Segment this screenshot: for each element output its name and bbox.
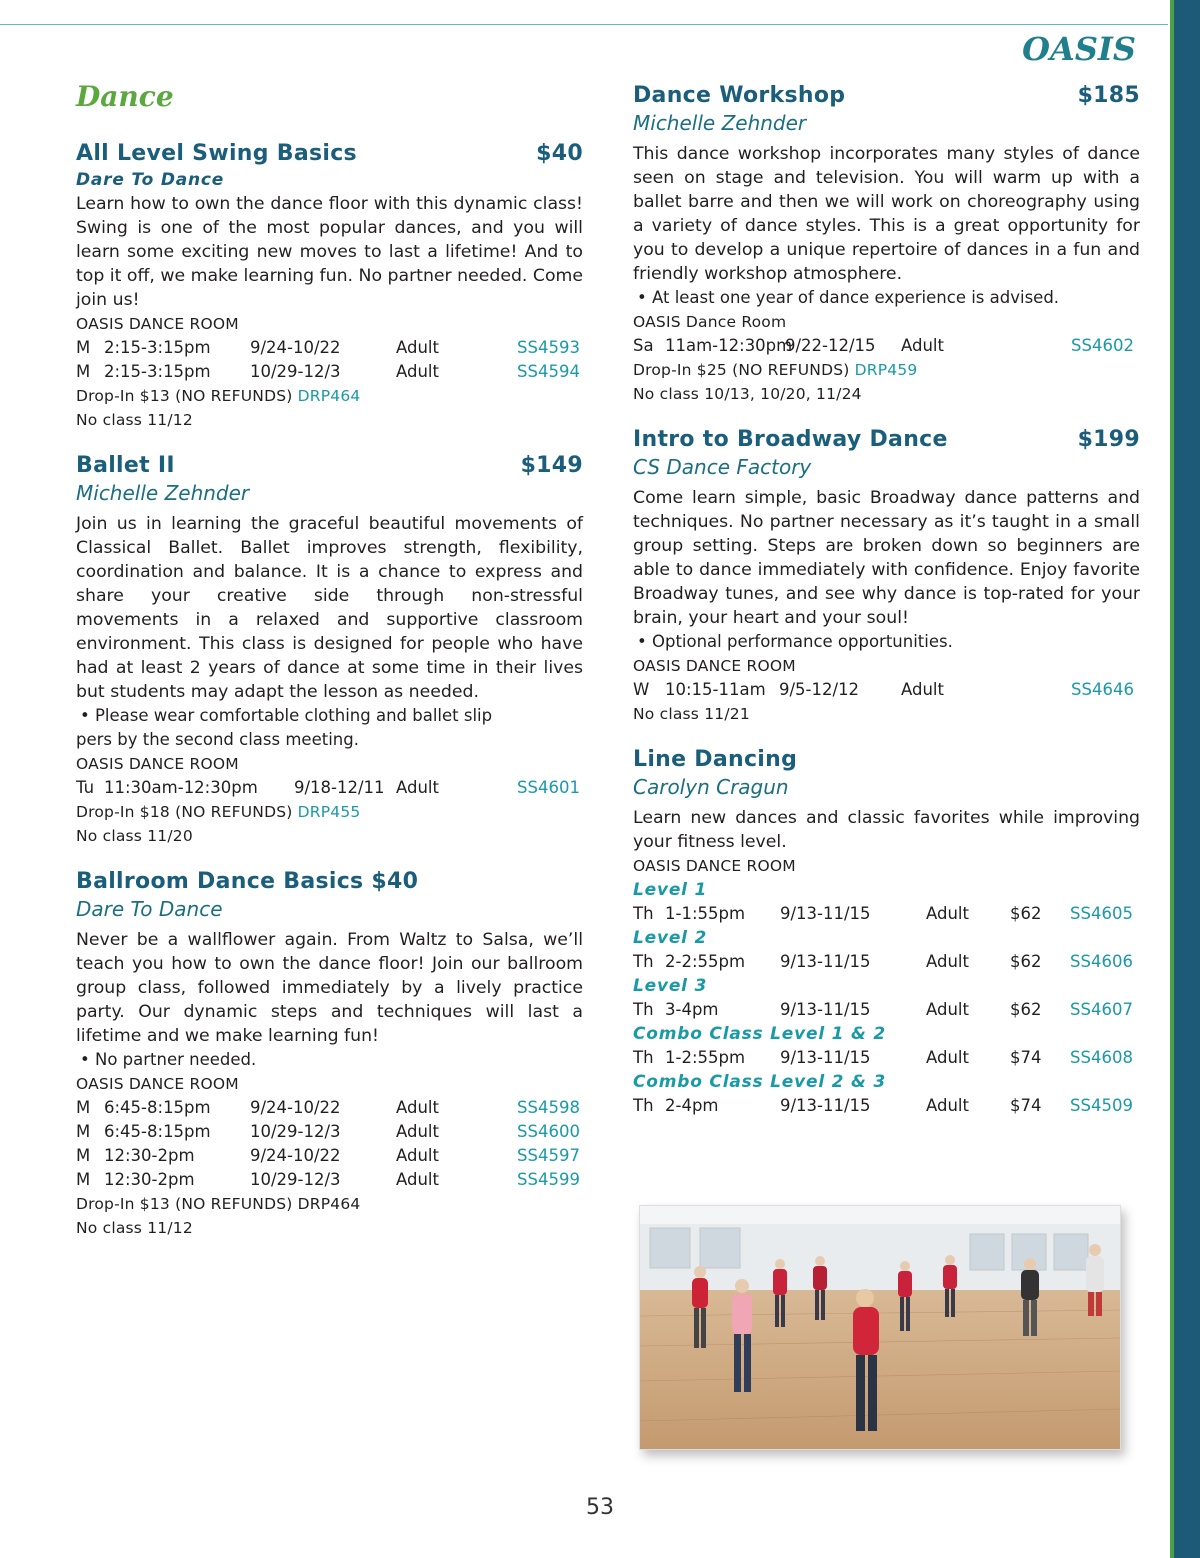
session-time: 6:45-8:15pm [104, 1122, 211, 1141]
session-day: Tu [76, 778, 95, 797]
session-time: 12:30-2pm [104, 1170, 195, 1189]
course-description: Learn how to own the dance floor with this dynamic class! Swing is one of the most popular dances, and you will learn some exciting new moves to last a lifetime! And to top it off, we make learning fun. No partner needed. Come join us! [76, 194, 584, 310]
session-time: 1-1:55pm [665, 904, 746, 923]
session-time: 3-4pm [665, 1000, 719, 1019]
course-header [633, 426, 1140, 454]
course-description: Never be a wallflower again. From Waltz to Salsa, we’ll teach you how to own the dance floor! Join our ballroom group class, followed immediately by a lively practice party. Our dynamic steps and techniques will last a lifetime and we make learning fun! [76, 930, 583, 1046]
session-row [633, 950, 1140, 974]
session-row [76, 1168, 583, 1192]
session-age: Adult [926, 904, 969, 923]
course-title: Ballroom Dance Basics $40 [76, 869, 419, 894]
session-row [633, 678, 1140, 702]
session-day: Th [633, 1048, 654, 1067]
course-header [633, 82, 1140, 110]
page-number: 53 [586, 1495, 614, 1520]
bullet-icon: • [80, 1050, 90, 1069]
session-day: Th [633, 952, 654, 971]
session-fee: $62 [1010, 1000, 1042, 1019]
level-heading: Level 2 [633, 928, 708, 948]
level-heading: Combo Class Level 1 & 2 [633, 1024, 887, 1044]
dropin-code: DRP459 [854, 361, 918, 379]
session-dates: 9/24-10/22 [250, 1098, 341, 1117]
session-age: Adult [396, 1098, 439, 1117]
session-day: Th [633, 1000, 654, 1019]
level-heading: Level 1 [633, 880, 708, 900]
session-dates: 9/13-11/15 [780, 904, 871, 923]
session-age: Adult [396, 1170, 439, 1189]
session-fee: $74 [1010, 1096, 1042, 1115]
course-price: $185 [1077, 83, 1140, 108]
course-room: OASIS Dance Room [633, 313, 787, 331]
session-dates: 10/29-12/3 [250, 1170, 341, 1189]
session-age: Adult [396, 778, 439, 797]
course-description: Learn new dances and classic favorites while improving your fitness level. [633, 808, 1140, 852]
course-instructor: Michelle Zehnder [633, 111, 807, 135]
course-title: Dance Workshop [633, 83, 846, 108]
course-instructor: Dare To Dance [76, 897, 223, 921]
course-ballroom [76, 868, 583, 1240]
course-instructor: Carolyn Cragun [633, 775, 789, 799]
course-instructor: Dare To Dance [76, 170, 225, 190]
session-row [76, 1144, 583, 1168]
dropin-line [76, 800, 583, 824]
session-code: SS4594 [517, 362, 580, 381]
session-row [633, 1094, 1140, 1118]
session-age: Adult [926, 1000, 969, 1019]
session-age: Adult [926, 1096, 969, 1115]
session-day: M [76, 362, 91, 381]
top-rule [0, 24, 1168, 25]
session-dates: 9/13-11/15 [780, 952, 871, 971]
course-broadway [633, 426, 1140, 726]
session-time: 11am-12:30pm [665, 336, 793, 355]
course-line-dancing [633, 746, 1140, 1118]
session-fee: $74 [1010, 1048, 1042, 1067]
course-bullet-cont: pers by the second class meeting. [76, 730, 359, 749]
course-room: OASIS DANCE ROOM [76, 755, 239, 773]
session-time: 6:45-8:15pm [104, 1098, 211, 1117]
level-heading: Combo Class Level 2 & 3 [633, 1072, 887, 1092]
no-class-note: No class 11/12 [76, 1219, 193, 1237]
session-code: SS4608 [1070, 1048, 1133, 1067]
course-room: OASIS DANCE ROOM [633, 657, 796, 675]
course-title: Line Dancing [633, 747, 798, 772]
side-color-bar [1168, 0, 1200, 1558]
session-row [633, 1046, 1140, 1070]
no-class-note: No class 11/20 [76, 827, 193, 845]
session-code: SS4599 [517, 1170, 580, 1189]
course-bullet: • At least one year of dance experience is advised. [637, 288, 1060, 307]
section-label: OASIS [1022, 30, 1136, 68]
session-code: SS4509 [1070, 1096, 1133, 1115]
dropin-code: DRP464 [297, 387, 361, 405]
no-class-note: No class 11/12 [76, 411, 193, 429]
course-title: All Level Swing Basics [76, 141, 357, 166]
session-time: 2-2:55pm [665, 952, 746, 971]
session-time: 2-4pm [665, 1096, 719, 1115]
session-row [76, 1096, 583, 1120]
course-header [76, 452, 583, 480]
session-dates: 9/24-10/22 [250, 338, 341, 357]
session-dates: 9/5-12/12 [779, 680, 860, 699]
session-code: SS4646 [1071, 680, 1134, 699]
course-instructor: CS Dance Factory [633, 455, 812, 479]
session-code: SS4602 [1071, 336, 1134, 355]
session-dates: 9/18-12/11 [294, 778, 385, 797]
session-time: 10:15-11am [665, 680, 766, 699]
department-heading: Dance [76, 80, 174, 113]
dropin-line [76, 384, 583, 408]
dropin-code: DRP455 [297, 803, 361, 821]
session-code: SS4593 [517, 338, 580, 357]
session-row [76, 360, 583, 384]
session-time: 2:15-3:15pm [104, 362, 211, 381]
course-bullet: • No partner needed. [80, 1050, 257, 1069]
session-code: SS4607 [1070, 1000, 1133, 1019]
session-age: Adult [926, 952, 969, 971]
session-code: SS4600 [517, 1122, 580, 1141]
course-room: OASIS DANCE ROOM [76, 1075, 239, 1093]
session-age: Adult [396, 338, 439, 357]
course-room: OASIS DANCE ROOM [76, 315, 239, 333]
dropin-line [633, 358, 1140, 382]
session-dates: 10/29-12/3 [250, 362, 341, 381]
dropin-line: Drop-In $13 (NO REFUNDS) DRP464 [76, 1195, 361, 1213]
course-description: Join us in learning the graceful beautiful movements of Classical Ballet. Ballet improves strength, flexibility, coordination and balance. It is a chance to express and share your creative side through non-stressful movements in a relaxed and supportive classroom environment. This class is designed for people who have had at least 2 years of dance at some time in their lives but students may adapt the lesson as needed. [76, 514, 583, 702]
no-class-note: No class 11/21 [633, 705, 750, 723]
session-fee: $62 [1010, 952, 1042, 971]
course-description: Come learn simple, basic Broadway dance patterns and techniques. No partner necessary as it’s taught in a small group setting. Steps are broken down so beginners are able to dance immediately with confidence. Enjoy favorite Broadway tunes, and see why dance is top-rated for your brain, your heart and your soul! [633, 488, 1140, 628]
dropin-text: Drop-In $18 (NO REFUNDS) [76, 803, 298, 821]
session-day: M [76, 1170, 91, 1189]
course-bullet: • Optional performance opportunities. [637, 632, 953, 651]
session-row [76, 1120, 583, 1144]
left-column [76, 80, 583, 1260]
session-row [633, 998, 1140, 1022]
course-header [76, 140, 583, 168]
level-heading: Level 3 [633, 976, 708, 996]
session-age: Adult [396, 362, 439, 381]
session-dates: 9/13-11/15 [780, 1096, 871, 1115]
session-row [633, 334, 1140, 358]
course-price: $199 [1077, 427, 1140, 452]
dropin-text: Drop-In $13 (NO REFUNDS) [76, 387, 298, 405]
course-header [76, 868, 583, 896]
session-day: M [76, 1122, 91, 1141]
course-title: Ballet II [76, 453, 175, 478]
session-row [76, 776, 583, 800]
session-time: 12:30-2pm [104, 1146, 195, 1165]
session-day: Th [633, 904, 654, 923]
session-time: 11:30am-12:30pm [104, 778, 258, 797]
session-day: Sa [633, 336, 654, 355]
session-code: SS4606 [1070, 952, 1133, 971]
course-room: OASIS DANCE ROOM [633, 857, 796, 875]
session-dates: 9/24-10/22 [250, 1146, 341, 1165]
session-time: 2:15-3:15pm [104, 338, 211, 357]
course-bullet: • Please wear comfortable clothing and ballet slip [80, 706, 493, 725]
session-age: Adult [901, 336, 944, 355]
session-day: M [76, 1098, 91, 1117]
session-dates: 10/29-12/3 [250, 1122, 341, 1141]
course-header [633, 746, 1140, 774]
bullet-icon: • [637, 288, 647, 307]
course-price: $40 [536, 141, 583, 166]
course-instructor: Michelle Zehnder [76, 481, 250, 505]
session-day: W [633, 680, 650, 699]
session-code: SS4601 [517, 778, 580, 797]
session-time: 1-2:55pm [665, 1048, 746, 1067]
course-ballet [76, 452, 583, 848]
session-dates: 9/13-11/15 [780, 1000, 871, 1019]
course-swing [76, 140, 583, 432]
photo-illustration [640, 1206, 1120, 1449]
no-class-note: No class 10/13, 10/20, 11/24 [633, 385, 862, 403]
session-code: SS4597 [517, 1146, 580, 1165]
line-dancing-photo [639, 1205, 1121, 1450]
session-fee: $62 [1010, 904, 1042, 923]
course-description: This dance workshop incorporates many styles of dance seen on stage and television. You will warm up with a ballet barre and then we will work on choreography using a variety of dance styles. This is a great opportunity for you to develop a unique repertoire of dances in a fun and friendly workshop atmosphere. [633, 144, 1140, 284]
session-age: Adult [926, 1048, 969, 1067]
session-row [633, 902, 1140, 926]
right-column [633, 82, 1140, 1138]
session-row [76, 336, 583, 360]
course-price: $149 [520, 453, 583, 478]
session-dates: 9/22-12/15 [785, 336, 876, 355]
bullet-icon: • [80, 706, 90, 725]
bullet-icon: • [637, 632, 647, 651]
session-age: Adult [396, 1122, 439, 1141]
session-age: Adult [901, 680, 944, 699]
session-day: M [76, 1146, 91, 1165]
session-dates: 9/13-11/15 [780, 1048, 871, 1067]
session-day: M [76, 338, 91, 357]
course-workshop [633, 82, 1140, 406]
session-age: Adult [396, 1146, 439, 1165]
course-title: Intro to Broadway Dance [633, 427, 948, 452]
session-day: Th [633, 1096, 654, 1115]
session-code: SS4598 [517, 1098, 580, 1117]
session-code: SS4605 [1070, 904, 1133, 923]
dropin-text: Drop-In $25 (NO REFUNDS) [633, 361, 855, 379]
